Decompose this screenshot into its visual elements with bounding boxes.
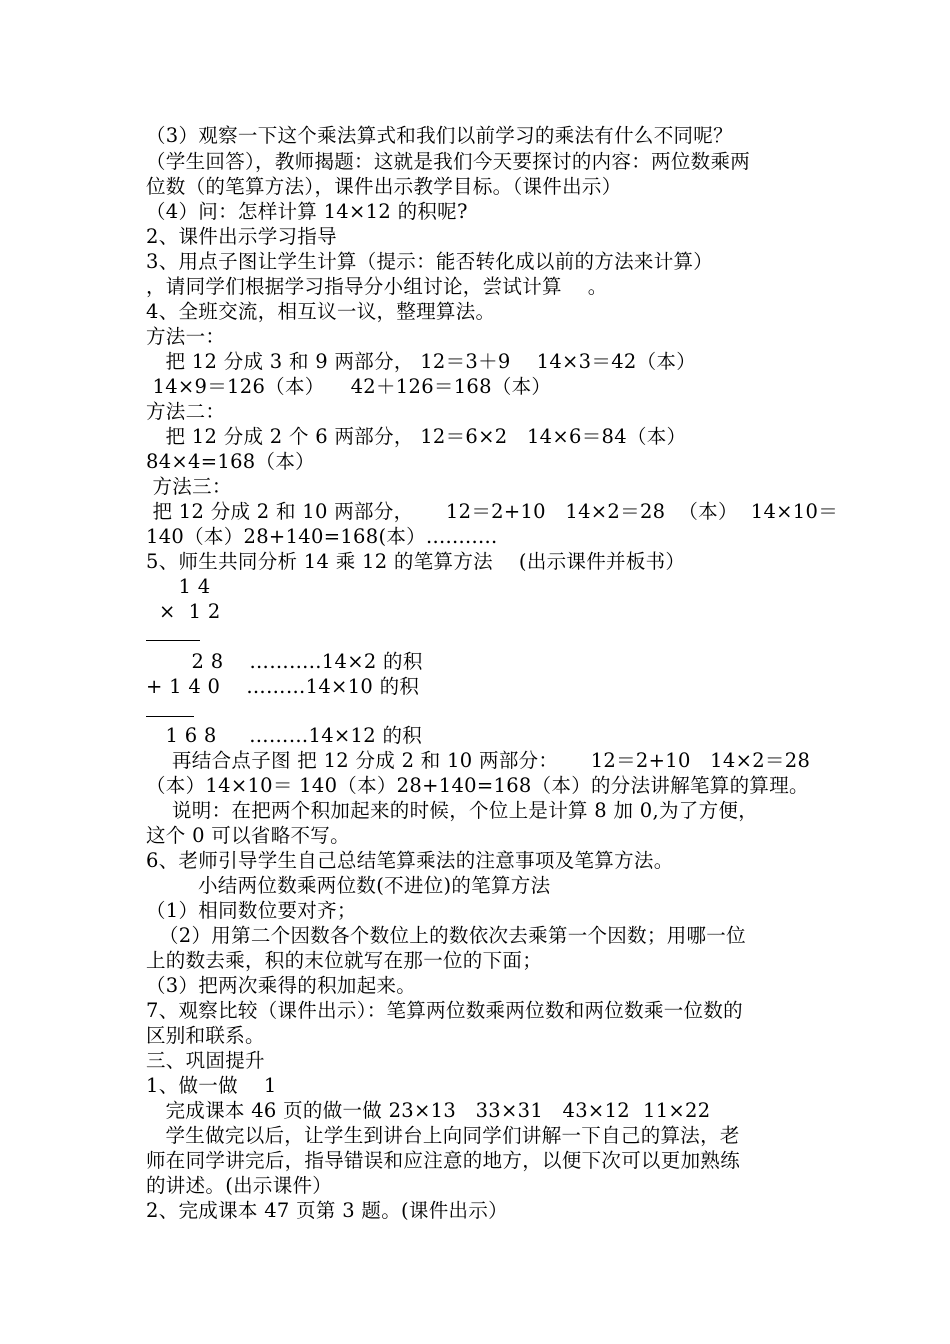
text-line: （3）把两次乘得的积加起来。	[146, 974, 417, 997]
text-line: （2）用第二个因数各个数位上的数依次去乘第一个因数；用哪一位	[146, 924, 746, 947]
text-line: 上的数去乘，积的末位就写在那一位的下面；	[146, 949, 543, 972]
text-line: （4）问：怎样计算 14×12 的积呢?	[146, 200, 468, 223]
text-line: （3）观察一下这个乘法算式和我们以前学习的乘法有什么不同呢？	[146, 124, 733, 147]
vertical-calc-line: 2 8 ………..14×2 的积	[146, 650, 423, 673]
text-line: 这个 0 可以省略不写。	[146, 824, 350, 847]
text-line: 的讲述。(出示课件）	[146, 1174, 333, 1197]
text-line: 小结两位数乘两位数(不进位)的笔算方法	[146, 874, 551, 897]
text-line: 方法二：	[146, 400, 226, 423]
text-line: 完成课本 46 页的做一做 23×13 33×31 43×12 11×22	[146, 1099, 711, 1122]
vertical-calc-line: 1 6 8 ………14×12 的积	[146, 724, 423, 747]
text-line: 7、观察比较（课件出示）：笔算两位数乘两位数和两位数乘一位数的	[146, 999, 743, 1022]
text-line: 说明：在把两个积加起来的时候，个位上是计算 8 加 0,为了方便，	[146, 799, 759, 822]
vertical-calc-line: × 1 2	[146, 600, 221, 623]
text-line: （1）相同数位要对齐；	[146, 899, 357, 922]
text-line: 3、用点子图让学生计算（提示：能否转化成以前的方法来计算）	[146, 250, 714, 273]
calc-underline	[146, 716, 194, 717]
text-line: （本）14×10＝ 140（本）28+140=168（本）的分法讲解笔算的算理。	[146, 774, 809, 797]
text-line: ，请同学们根据学习指导分小组讨论，尝试计算 。	[146, 275, 608, 298]
text-line: 140（本）28+140=168(本）...........	[146, 525, 498, 548]
text-line: 位数（的笔算方法），课件出示教学目标。（课件出示）	[146, 175, 622, 198]
text-line: 方法三：	[146, 475, 232, 498]
text-line: 5、师生共同分析 14 乘 12 的笔算方法 (出示课件并板书）	[146, 550, 686, 573]
text-line: 4、全班交流，相互议一议，整理算法。	[146, 300, 496, 323]
vertical-calc-line: 1 4	[146, 575, 211, 598]
vertical-calc-line: + 1 4 0 ………14×10 的积	[146, 675, 420, 698]
text-line: 把 12 分成 2 个 6 两部分， 12＝6×2 14×6＝84（本）	[146, 425, 687, 448]
text-line: 区别和联系。	[146, 1024, 265, 1047]
calc-underline	[146, 640, 200, 641]
text-line: （学生回答），教师揭题：这就是我们今天要探讨的内容：两位数乘两	[146, 150, 751, 173]
text-line: 14×9＝126（本） 42＋126＝168（本）	[146, 375, 552, 398]
text-line: 84×4=168（本）	[146, 450, 315, 473]
text-line: 学生做完以后，让学生到讲台上向同学们讲解一下自己的算法，老	[146, 1124, 740, 1147]
text-line: 方法一：	[146, 325, 226, 348]
text-line: 2、课件出示学习指导	[146, 225, 337, 248]
text-line: 6、老师引导学生自己总结笔算乘法的注意事项及笔算方法。	[146, 849, 674, 872]
text-line: 2、完成课本 47 页第 3 题。(课件出示）	[146, 1199, 508, 1222]
text-line: 把 12 分成 3 和 9 两部分， 12＝3＋9 14×3＝42（本）	[146, 350, 697, 373]
section-heading: 三、巩固提升	[146, 1049, 265, 1072]
text-line: 师在同学讲完后，指导错误和应注意的地方，以便下次可以更加熟练	[146, 1149, 741, 1172]
text-line: 把 12 分成 2 和 10 两部分， 12＝2+10 14×2＝28 （本） 14×10＝	[146, 500, 839, 523]
text-line: 再结合点子图 把 12 分成 2 和 10 两部分： 12＝2+10 14×2＝28	[146, 749, 811, 772]
text-line: 1、做一做 1	[146, 1074, 277, 1097]
